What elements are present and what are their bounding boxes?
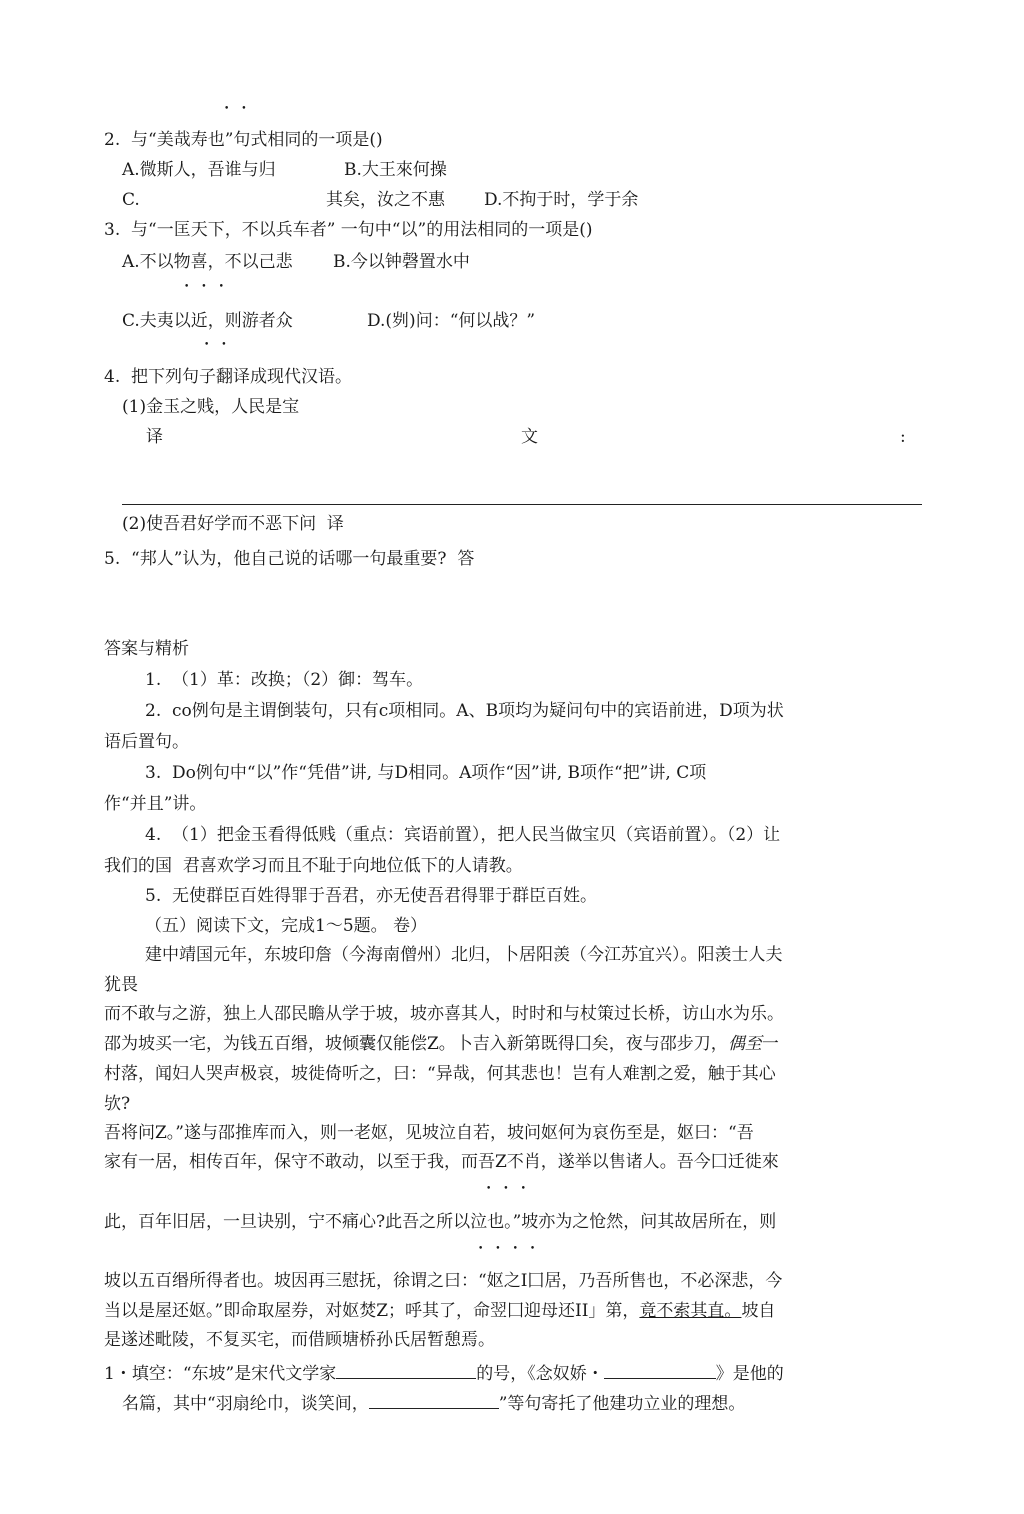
question-2-option-c: 其矣，汝之不惠 [326, 190, 445, 210]
fill-text: 名篇，其中“羽扇纶巾，谈笑间， [122, 1394, 369, 1414]
passage-underlined-text: 竟不索其直。 [639, 1301, 742, 1321]
question-3-option-c: C.夫夷以近，则游者众 [122, 311, 293, 331]
passage-line: 家有一居，相传百年，保守不敢动，以至于我，而吾Z不肖，遂举以售诸人。吾今囗迁徙來 [104, 1152, 779, 1172]
passage-intro: （五）阅读下文，完成1～5题。 卷） [145, 916, 428, 936]
passage-text: 坡自 [741, 1301, 776, 1321]
passage-text: 一 [761, 1034, 779, 1054]
translation-label-wen: 文 [521, 427, 538, 447]
question-2-option-d: D.不拘于时，学于余 [484, 190, 639, 210]
passage-line: 而不敢与之游，独上人邵民瞻从学于坡，坡亦喜其人，时时和与杖策过长桥，访山水为乐。 [104, 1004, 784, 1024]
passage-line: 犹畏 [104, 975, 138, 995]
question-4-prompt: 4. 把下列句子翻译成现代汉语。 [104, 367, 353, 387]
passage-line: 欤? [104, 1094, 131, 1114]
emphasis-dots: ••• [486, 1184, 538, 1194]
question-3-prompt: 3. 与“一匡天下，不以兵车者” 一句中“以”的用法相同的一项是() [104, 220, 593, 240]
fill-blank-3[interactable] [369, 1390, 499, 1409]
fill-blank-2[interactable] [604, 1360, 716, 1379]
answer-3-line-2: 作“并且”讲。 [104, 794, 207, 814]
answer-4-line-2: 我们的国 君喜欢学习而且不耻于向地位低下的人请教。 [104, 856, 523, 876]
question-3-option-d: D.(刿)问：“何以战？” [367, 311, 536, 331]
question-2-option-b: B.大王來何操 [344, 160, 447, 180]
emphasis-dots: ••• [184, 282, 236, 292]
answers-heading: 答案与精析 [104, 639, 189, 659]
answer-2-line-2: 语后置句。 [104, 732, 189, 752]
fill-text: 》是他的 [715, 1364, 784, 1384]
question-3-option-b: B.今以钟磬置水中 [333, 252, 470, 272]
passage-line: 此，百年旧居，一旦诀别，宁不痛心?此吾之所以泣也。”坡亦为之怆然，问其故居所在，则 [104, 1212, 777, 1232]
passage-line [104, 1300, 775, 1322]
answer-line [122, 504, 922, 505]
translation-label-yi: 译 [146, 427, 163, 447]
fill-question-line-1 [104, 1360, 784, 1385]
emphasis-dots: •• [224, 104, 259, 114]
fill-text: ”等句寄托了他建功立业的理想。 [498, 1394, 746, 1414]
answer-1: 1. （1）革：改换；（2）御：驾车。 [145, 670, 424, 690]
question-4-sentence-1: (1)金玉之贱，人民是宝 [122, 397, 300, 417]
question-2-prompt: 2. 与“美哉寿也”句式相同的一项是() [104, 130, 383, 150]
passage-line: 是遂述毗陵，不复买宅，而借顾塘桥孙氏居暂憩焉。 [104, 1330, 495, 1350]
passage-text: 邵为坡买一宅，为钱五百缗，坡倾囊仅能偿Z。卜吉入新第既得囗矣，夜与邵步刀， [104, 1034, 728, 1054]
passage-italic-text: 偶至 [727, 1034, 762, 1054]
answer-3-line-1: 3. Do例句中“以”作“凭借”讲, 与D相同。A项作“因”讲, B项作“把”讲, C项 [145, 763, 707, 783]
emphasis-dots: •• [204, 340, 239, 350]
passage-line [104, 1033, 779, 1055]
passage-text: 当以是屋还妪。”即命取屋券，对妪焚Z；呼其了，命翌囗迎母还II」第， [104, 1301, 640, 1321]
passage-line: 坡以五百缗所得者也。坡因再三慰抚，徐谓之曰：“妪之I囗居，乃吾所售也，不必深悲，今 [104, 1271, 783, 1291]
fill-blank-1[interactable] [336, 1360, 476, 1379]
passage-line: 建中靖国元年，东坡印詹（今海南僧州）北归，卜居阳羡（今江苏宜兴）。阳羡士人夫 [145, 945, 783, 965]
question-5-prompt: 5. “邦人”认为，他自己说的话哪一句最重要? 答 [104, 549, 475, 569]
answer-2-line-1: 2. co例句是主谓倒装句，只有c项相同。A、B项均为疑问句中的宾语前进，D项为状 [145, 701, 784, 721]
question-2-option-a: A.微斯人，吾谁与归 [122, 160, 276, 180]
question-4-sentence-2: (2)使吾君好学而不恶下问 译 [122, 514, 344, 534]
passage-line: 吾将问Z。”遂与邵推库而入，则一老妪，见坡泣自若，坡问妪何为哀伤至是，妪曰：“吾 [104, 1123, 754, 1143]
fill-question-line-2 [122, 1390, 745, 1415]
answer-5: 5. 无使群臣百姓得罪于吾君，亦无使吾君得罪于群臣百姓。 [145, 886, 598, 906]
question-2-option-c-label: C. [122, 190, 140, 210]
emphasis-dots: •••• [478, 1244, 548, 1254]
fill-text: 1・填空：“东坡”是宋代文学家 [104, 1364, 337, 1384]
fill-text: 的号，《念奴娇・ [476, 1364, 604, 1384]
question-3-option-a: A.不以物喜，不以己悲 [122, 252, 293, 272]
answer-4-line-1: 4. （1）把金玉看得低贱（重点：宾语前置），把人民当做宝贝（宾语前置）。（2）让 [145, 825, 781, 845]
translation-colon: : [900, 427, 906, 447]
passage-line: 村落，闻妇人哭声极哀，坡徙倚听之，曰：“异哉，何其悲也！岂有人难割之爱，触于其心 [104, 1064, 776, 1084]
